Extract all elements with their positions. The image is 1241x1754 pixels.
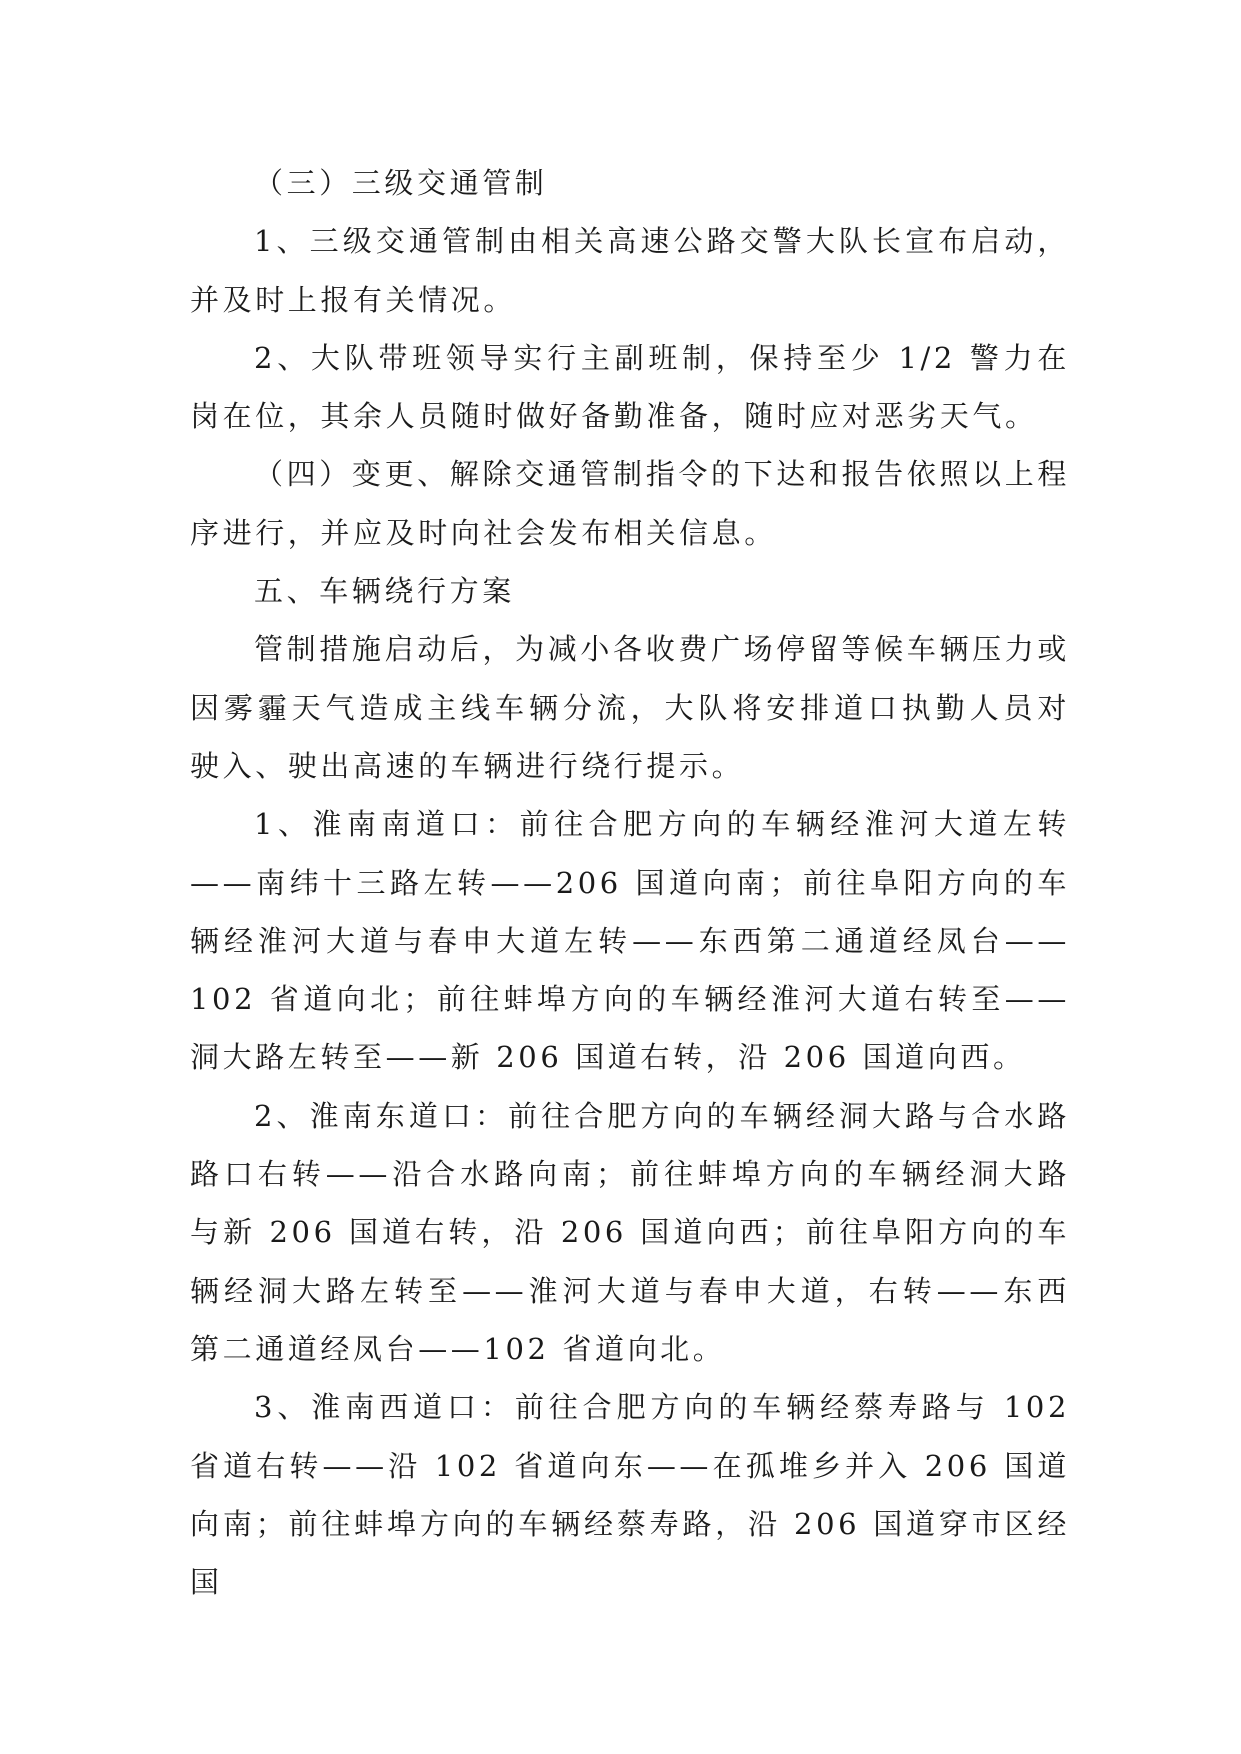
paragraph-huainan-east-exit: 2、淮南东道口：前往合肥方向的车辆经洞大路与合水路路口右转——沿合水路向南；前往蚌埠方向的车辆经洞大路与新 206 国道右转，沿 206 国道向西；前往阜阳方向的车辆经洞大路左转至——淮河大道与春申大道，右转——东西第二通道经凤台——102 省道向北。 xyxy=(190,1098,1070,1366)
paragraph-level-three-item-1: 1、三级交通管制由相关高速公路交警大队长宣布启动，并及时上报有关情况。 xyxy=(190,224,1070,317)
document-page xyxy=(190,154,1070,1611)
paragraph-level-three-item-2: 2、大队带班领导实行主副班制，保持至少 1/2 警力在岗在位，其余人员随时做好备勤准备，随时应对恶劣天气。 xyxy=(190,340,1070,434)
paragraph-detour-intro: 管制措施启动后，为减小各收费广场停留等候车辆压力或因雾霾天气造成主线车辆分流，大队将安排道口执勤人员对驶入、驶出高速的车辆进行绕行提示。 xyxy=(190,632,1070,783)
paragraph-huainan-south-exit: 1、淮南南道口：前往合肥方向的车辆经淮河大道左转——南纬十三路左转——206 国道向南；前往阜阳方向的车辆经淮河大道与春申大道左转——东西第二通道经凤台——102 省道向北；前往蚌埠方向的车辆经淮河大道右转至——洞大路左转至——新 206 国道右转，沿 206 国道向西。 xyxy=(190,807,1070,1075)
paragraph-change-cancel-control: （四）变更、解除交通管制指令的下达和报告依照以上程序进行，并应及时向社会发布相关信息。 xyxy=(190,457,1070,550)
section-heading-detour-plan: 五、车辆绕行方案 xyxy=(254,574,515,609)
paragraph-huainan-west-exit: 3、淮南西道口：前往合肥方向的车辆经蔡寿路与 102 省道右转——沿 102 省道向东——在孤堆乡并入 206 国道向南；前往蚌埠方向的车辆经蔡寿路，沿 206 国道穿市区经国 xyxy=(190,1390,1070,1600)
section-heading-level-three-control: （三）三级交通管制 xyxy=(254,166,548,200)
